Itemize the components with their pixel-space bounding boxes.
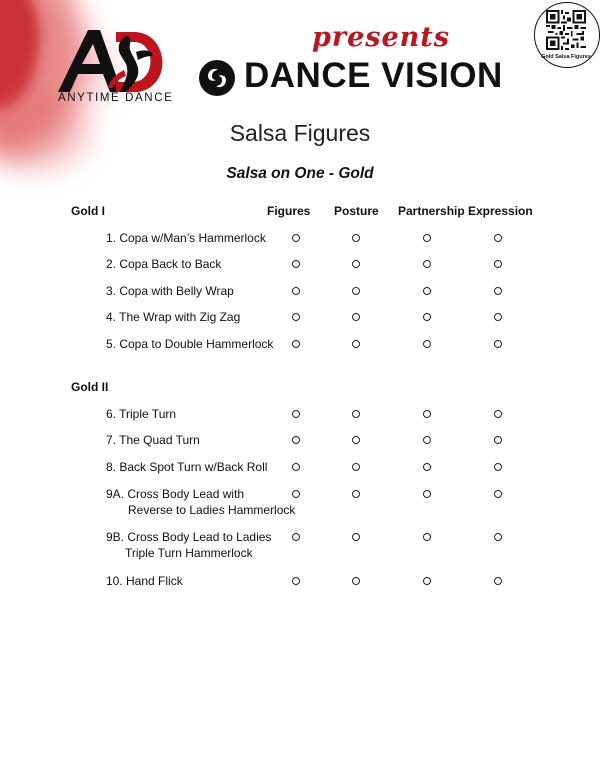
checkbox-figures[interactable] [292,490,300,498]
checkbox-posture[interactable] [352,410,360,418]
checkbox-posture[interactable] [352,234,360,242]
figure-name: 9B. Cross Body Lead to Ladies Triple Turn Hammerlock [106,530,272,560]
page-subtitle: Salsa on One - Gold [226,165,374,182]
checkbox-posture[interactable] [352,533,360,541]
checkbox-posture[interactable] [352,577,360,585]
figure-name: 9A. Cross Body Lead with Reverse to Ladies Hammerlock [106,487,296,517]
checkbox-figures[interactable] [292,533,300,541]
column-header-posture: Posture [334,204,379,218]
checkbox-partnership[interactable] [423,533,431,541]
dance-vision-emblem-icon [198,59,236,97]
dance-vision-wordmark: DANCE VISION [244,56,503,95]
checkbox-partnership[interactable] [423,436,431,444]
checkbox-partnership[interactable] [423,313,431,321]
checkbox-expression[interactable] [494,260,502,268]
figure-name: 1. Copa w/Man’s Hammerlock [106,231,266,245]
checkbox-partnership[interactable] [423,260,431,268]
checkbox-expression[interactable] [494,340,502,348]
anytime-dance-wordmark: ANYTIME DANCE [58,92,174,104]
checkbox-partnership[interactable] [423,577,431,585]
figure-name: 4. The Wrap with Zig Zag [106,310,241,324]
checkbox-posture[interactable] [352,463,360,471]
figure-name: 5. Copa to Double Hammerlock [106,337,274,351]
checkbox-figures[interactable] [292,436,300,444]
checkbox-expression[interactable] [494,577,502,585]
checkbox-figures[interactable] [292,577,300,585]
checkbox-posture[interactable] [352,260,360,268]
qr-code-icon[interactable] [546,10,586,50]
checkbox-figures[interactable] [292,234,300,242]
checkbox-expression[interactable] [494,234,502,242]
section-label: Gold I [71,204,105,218]
checkbox-expression[interactable] [494,463,502,471]
figure-name: 6. Triple Turn [106,407,177,421]
checkbox-partnership[interactable] [423,463,431,471]
figure-name: 8. Back Spot Turn w/Back Roll [106,460,268,474]
column-header-expression: Expression [468,204,533,218]
checkbox-figures[interactable] [292,340,300,348]
page-title: Salsa Figures [229,120,371,146]
checkbox-posture[interactable] [352,340,360,348]
column-header-figures: Figures [267,204,311,218]
checkbox-partnership[interactable] [423,234,431,242]
checkbox-posture[interactable] [352,313,360,321]
checkbox-figures[interactable] [292,463,300,471]
presents-script: presents [312,22,450,53]
section-label: Gold II [71,380,109,394]
figure-name: 7. The Quad Turn [106,433,200,447]
figure-name: 3. Copa with Belly Wrap [106,284,234,298]
qr-caption: Gold Salsa Figures [541,54,591,60]
checkbox-expression[interactable] [494,490,502,498]
checkbox-figures[interactable] [292,260,300,268]
checkbox-posture[interactable] [352,287,360,295]
checkbox-posture[interactable] [352,490,360,498]
checkbox-expression[interactable] [494,410,502,418]
checkbox-expression[interactable] [494,313,502,321]
figure-name: 2. Copa Back to Back [106,257,222,271]
checkbox-partnership[interactable] [423,490,431,498]
checkbox-expression[interactable] [494,287,502,295]
checkbox-figures[interactable] [292,410,300,418]
checkbox-partnership[interactable] [423,287,431,295]
checkbox-figures[interactable] [292,287,300,295]
column-header-partnership: Partnership [398,204,465,218]
checkbox-partnership[interactable] [423,410,431,418]
checkbox-figures[interactable] [292,313,300,321]
checkbox-posture[interactable] [352,436,360,444]
checkbox-partnership[interactable] [423,340,431,348]
checkbox-expression[interactable] [494,533,502,541]
checkbox-expression[interactable] [494,436,502,444]
figure-name: 10. Hand Flick [106,574,183,588]
